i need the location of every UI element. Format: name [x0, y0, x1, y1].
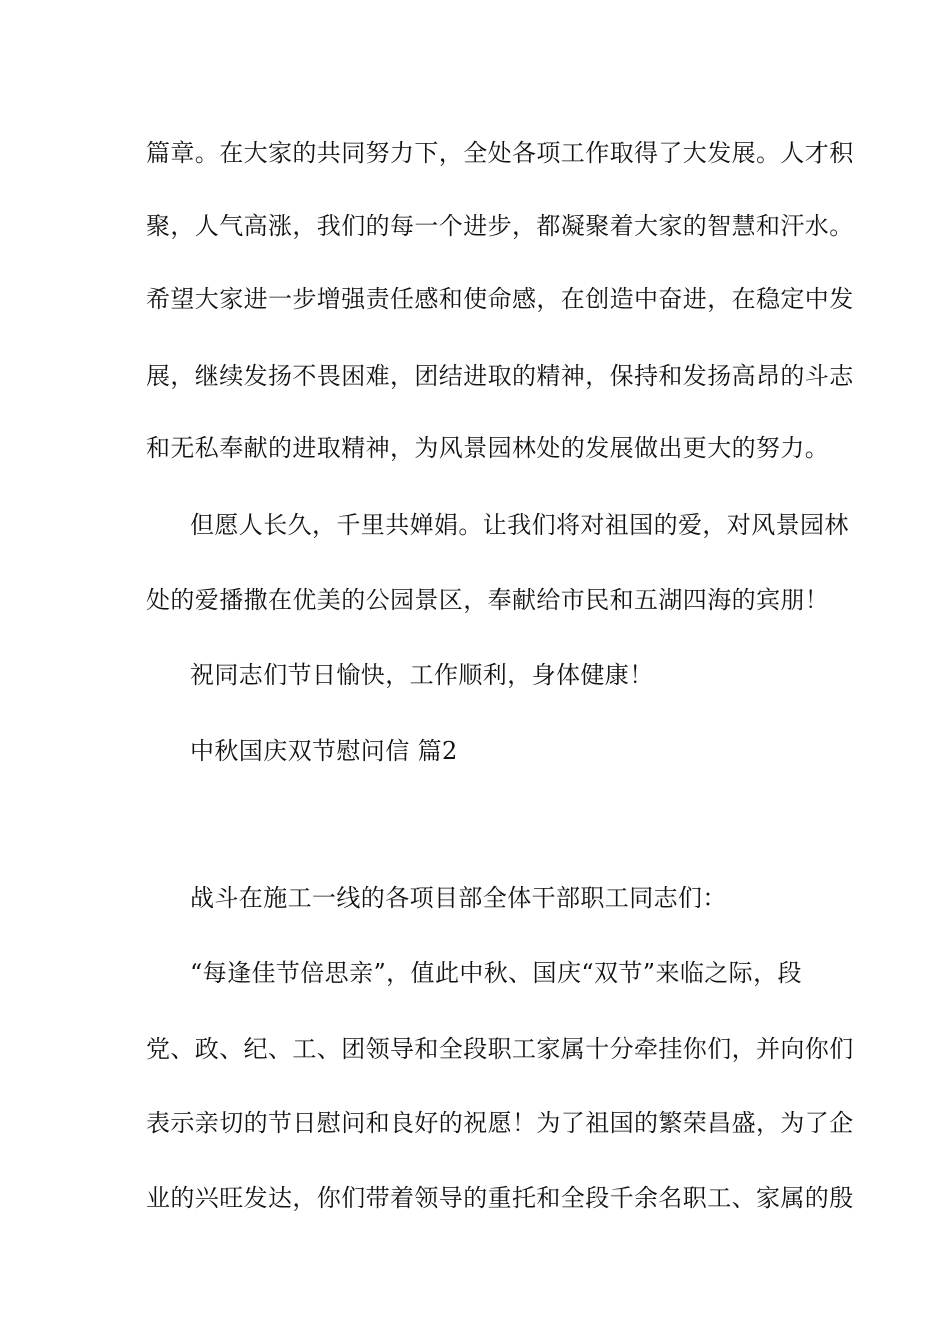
text-line: 表示亲切的节日慰问和良好的祝愿！为了祖国的繁荣昌盛，为了企	[146, 1109, 854, 1137]
text-line: 但愿人长久，千里共婵娟。让我们将对祖国的爱，对风景园林	[190, 511, 849, 539]
section-heading: 中秋国庆双节慰问信 篇2	[190, 737, 458, 765]
text-line: 和无私奉献的进取精神，为风景园林处的发展做出更大的努力。	[146, 434, 830, 462]
text-line: “每逢佳节倍思亲”，值此中秋、国庆“双节”来临之际，段	[190, 959, 802, 987]
text-line: 聚，人气高涨，我们的每一个进步，都凝聚着大家的智慧和汗水。	[146, 212, 854, 240]
salutation: 战斗在施工一线的各项目部全体干部职工同志们：	[190, 884, 727, 912]
text-line: 业的兴旺发达，你们带着领导的重托和全段千余名职工、家属的殷	[146, 1184, 854, 1212]
text-line: 篇章。在大家的共同努力下，全处各项工作取得了大发展。人才积	[146, 139, 854, 167]
text-line: 祝同志们节日愉快，工作顺利，身体健康！	[190, 661, 654, 689]
text-line: 党、政、纪、工、团领导和全段职工家属十分牵挂你们，并向你们	[146, 1035, 854, 1063]
text-line: 希望大家进一步增强责任感和使命感，在创造中奋进，在稳定中发	[146, 285, 854, 313]
text-line: 处的爱播撒在优美的公园景区，奉献给市民和五湖四海的宾朋！	[146, 586, 830, 614]
text-line: 展，继续发扬不畏困难，团结进取的精神，保持和发扬高昂的斗志	[146, 362, 854, 390]
